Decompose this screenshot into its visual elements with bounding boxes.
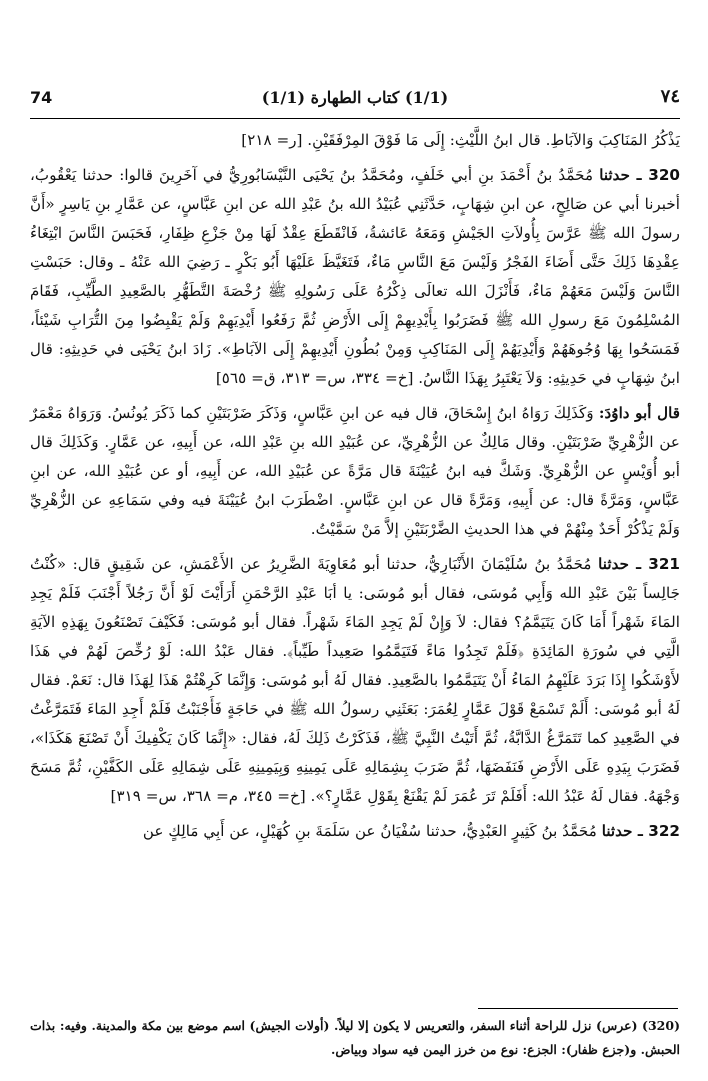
hadith-label: حدثنا xyxy=(598,555,629,573)
page-number-arabic: ٧٤ xyxy=(660,86,680,107)
paragraph-continuation xyxy=(30,126,680,155)
hadith-label: حدثنا xyxy=(599,166,630,184)
paragraph-text: يَذْكُرُ المَنَاكِبَ وَالآبَاطِ. قال ابنُ اللَّيْثِ: إِلَى مَا فَوْقَ المِرْفَقَيْنِ. [ر= ٢١٨] xyxy=(241,131,680,149)
footnote-divider xyxy=(478,1008,678,1009)
hadith-number: 322 ـ xyxy=(632,822,680,840)
page-header xyxy=(30,86,680,112)
hadith-text: مُحَمَّدُ بنُ كَثِيرٍ العَبْدِيُّ، حدثنا سُفْيَانُ عن سَلَمَةَ بنِ كُهَيْلٍ، عن أَبِي مَالِكٍ عن xyxy=(142,822,597,840)
comment-label: قال أبو داوُدَ: xyxy=(598,404,680,422)
page-number-latin: 74 xyxy=(30,88,53,107)
hadith-label: حدثنا xyxy=(601,822,633,840)
abu-dawud-comment xyxy=(30,399,680,544)
hadith-321 xyxy=(30,550,680,811)
hadith-number: 321 ـ xyxy=(628,555,680,573)
footnote-320: (320) (عرس) نزل للراحة أثناء السفر، والتعريس لا يكون إلا ليلاً. (أولات الجيش) اسم موضع بين مكة والمدينة. وفيه: بذات الحبش. و(جزع ظفار): الجزع: نوع من خرز اليمن فيه سواد وبياض. xyxy=(30,1018,680,1057)
hadith-text: مُحَمَّدُ بنُ سُلَيْمَانَ الأَنْبَارِيُّ، حدثنا أبو مُعَاوِيَةَ الضَّرِيرُ عن الأَعْمَشِ، عن شَقِيقٍ قال: «كُنْتُ جَالِساً بَيْنَ عَبْدِ الله وَأَبِي مُوسَى، فقال أبو مُوسَى: يا أبَا عَبْدِ الرَّحْمَنِ أَرَأَيْتَ لَوْ أَنَّ رَجُلاً أَجْنَبَ فَلَمْ يَجِدِ المَاءَ شَهْراً أَمَا كَانَ يَتَيَمَّمُ؟ فقال: لاَ وَإِنْ لَمْ يَجِدِ المَاءَ شَهْراً. فقال أبو مُوسَى: فَكَيْفَ تَصْنَعُونَ بِهَذِهِ الآيَةِ الَّتِي في سُورَةِ المَائِدَةِ ﴿فَلَمْ تَجِدُوا مَاءً فَتَيَمَّمُوا صَعِيداً طَيِّباً﴾. فقال عَبْدُ الله: لَوْ رُخِّصَ لَهُمْ في هَذَا لأَوْشَكُوا إِذَا بَرَدَ عَلَيْهِمُ المَاءُ أَنْ يَتَيَمَّمُوا بالصَّعِيدِ. فقال لَهُ أبو مُوسَى: وَإِنَّمَا كَرِهْتُمْ هَذَا لِهَذَا قال: نَعَمْ. فقال لَهُ أبو مُوسَى: أَلَمْ تَسْمَعْ قَوْلَ عَمَّارٍ لِعُمَرَ: بَعَثَنِي رسولُ الله ﷺ في حَاجَةٍ فَأَجْنَبْتُ فَلَمْ أَجِدِ المَاءَ فَتَمَرَّغْتُ في الصَّعِيدِ كما تَتَمَرَّغُ الدَّابَّةُ، ثُمَّ أَتَيْتُ النَّبِيَّ ﷺ، فَذَكَرْتُ ذَلِكَ لَهُ، فقال: «إِنَّمَا كَانَ يَكْفِيكَ أَنْ تَصْنَعَ هَكَذَا»، فَضَرَبَ بِيَدِهِ عَلَى الأَرْضِ فَنَفَضَهَا، ثُمَّ ضَرَبَ بِشِمَالِهِ عَلَى يَمِينِهِ وَبِيَمِينِهِ عَلَى شِمَالِهِ عَلَى الكَفَّيْنِ، ثُمَّ مَسَحَ وَجْهَهُ. فقال لَهُ عَبْدُ الله: أَفَلَمْ تَرَ عُمَرَ لَمْ يَقْنَعْ بِقَوْلِ عَمَّارٍ؟». [خ= ٣٤٥، م= ٣٦٨، س= ٣١٩] xyxy=(30,555,681,805)
comment-text: وَكَذَلِكَ رَوَاهُ ابنُ إِسْحَاقَ، قال فيه عن ابنِ عَبَّاسٍ، وَذَكَرَ ضَرْبَتَيْنِ كما ذَكَرَ يُونُسُ. وَرَوَاهُ مَعْمَرٌ عن الزُّهْرِيِّ ضَرْبَتَيْنِ. وقال مَالِكٌ عن الزُّهْرِيِّ، عن عُبَيْدِ الله بنِ عَبْدِ الله، عن أَبِيهِ، عن عَمَّارٍ. وَكَذَلِكَ قال أبو أُوَيْسٍ عن الزُّهْرِيِّ. وَشَكَّ فيه ابنُ عُيَيْنَةَ قال مَرَّةً عن عُبَيْدِ الله، عن أَبِيهِ، أو عن عُبَيْدِ الله، عن ابنِ عَبَّاسٍ، وَمَرَّةً قال: عن أَبِيهِ، وَمَرَّةً قال عن ابنِ عَبَّاسٍ. اضْطَرَبَ ابنُ عُيَيْنَةَ فيه وفي سَمَاعِهِ عن الزُّهْرِيِّ وَلَمْ يَذْكُرْ أَحَدٌ مِنْهُمْ في هذا الحديثِ الضَّرْبَتَيْنِ إلاَّ مَنْ سَمَّيْتُ. xyxy=(30,404,680,538)
hadith-320 xyxy=(30,161,680,393)
hadith-text: مُحَمَّدُ بنُ أَحْمَدَ بنِ أبي خَلَفٍ، ومُحَمَّدُ بنُ يَحْيَى النَّيْسَابُورِيُّ في آخَرِينَ قالوا: حدثنا يَعْقُوبُ، أخبرنا أبي عن صَالِحٍ، عن ابنِ شِهَابٍ، حَدَّثَنِي عُبَيْدُ الله بنُ عَبْدِ الله عن ابنِ عَبَّاسٍ، عن عَمَّارِ بنِ يَاسِرٍ «أَنَّ رسولَ الله ﷺ عَرَّسَ بِأُولاَتِ الجَيْشِ وَمَعَهُ عَائشةُ، فَانْقَطَعَ عِقْدٌ لَهَا مِنْ جَزْعِ ظِفَارِ، فَحَبَسَ النَّاسَ ابْتِغَاءُ عِقْدِهَا ذَلِكَ حَتَّى أَضَاءَ الفَجْرُ وَلَيْسَ مَعَ النَّاسِ مَاءٌ، فَتَغَيَّظَ عَلَيْهَا أَبُو بَكْرٍ ـ رَضِيَ الله عَنْهُ ـ وقال: حَبَسْتِ النَّاسَ وَلَيْسَ مَعَهُمْ مَاءٌ، فَأَنْزَلَ الله تعالَى ذِكْرُهُ عَلَى رَسُولِهِ ﷺ رُخْصَةَ التَّطَهُّرِ بالصَّعِيدِ الطَّيِّبِ، فَقَامَ المُسْلِمُونَ مَعَ رسولِ الله ﷺ فَضَرَبُوا بِأَيْدِيهِمْ إِلَى الأَرْضِ ثُمَّ رَفَعُوا أَيْدِيَهِمْ وَلَمْ يَقْبِضُوا مِنَ التُّرَابِ شَيْئاً، فَمَسَحُوا بِهَا وُجُوهَهُمْ وَأَيْدِيَهُمْ إِلَى المَنَاكِبِ وَمِنْ بُطُونِ أَيْدِيهِمْ إِلَى الآبَاطِ». زَادَ ابنُ يَحْيَى في حَدِيثِهِ: قال ابنُ شِهَابٍ في حَدِيثِهِ: وَلاَ يَعْتَبِرُ بِهَذَا النَّاسُ. [خ= ٣٣٤، س= ٣١٣، ق= ٥٦٥] xyxy=(30,166,680,387)
hadith-number: 320 ـ xyxy=(630,166,680,184)
header-divider xyxy=(30,118,680,119)
running-title: (1/1) كتاب الطهارة (1/1) xyxy=(261,88,449,107)
page-body xyxy=(30,126,680,852)
footnotes xyxy=(30,1014,680,1062)
hadith-322 xyxy=(30,817,680,846)
